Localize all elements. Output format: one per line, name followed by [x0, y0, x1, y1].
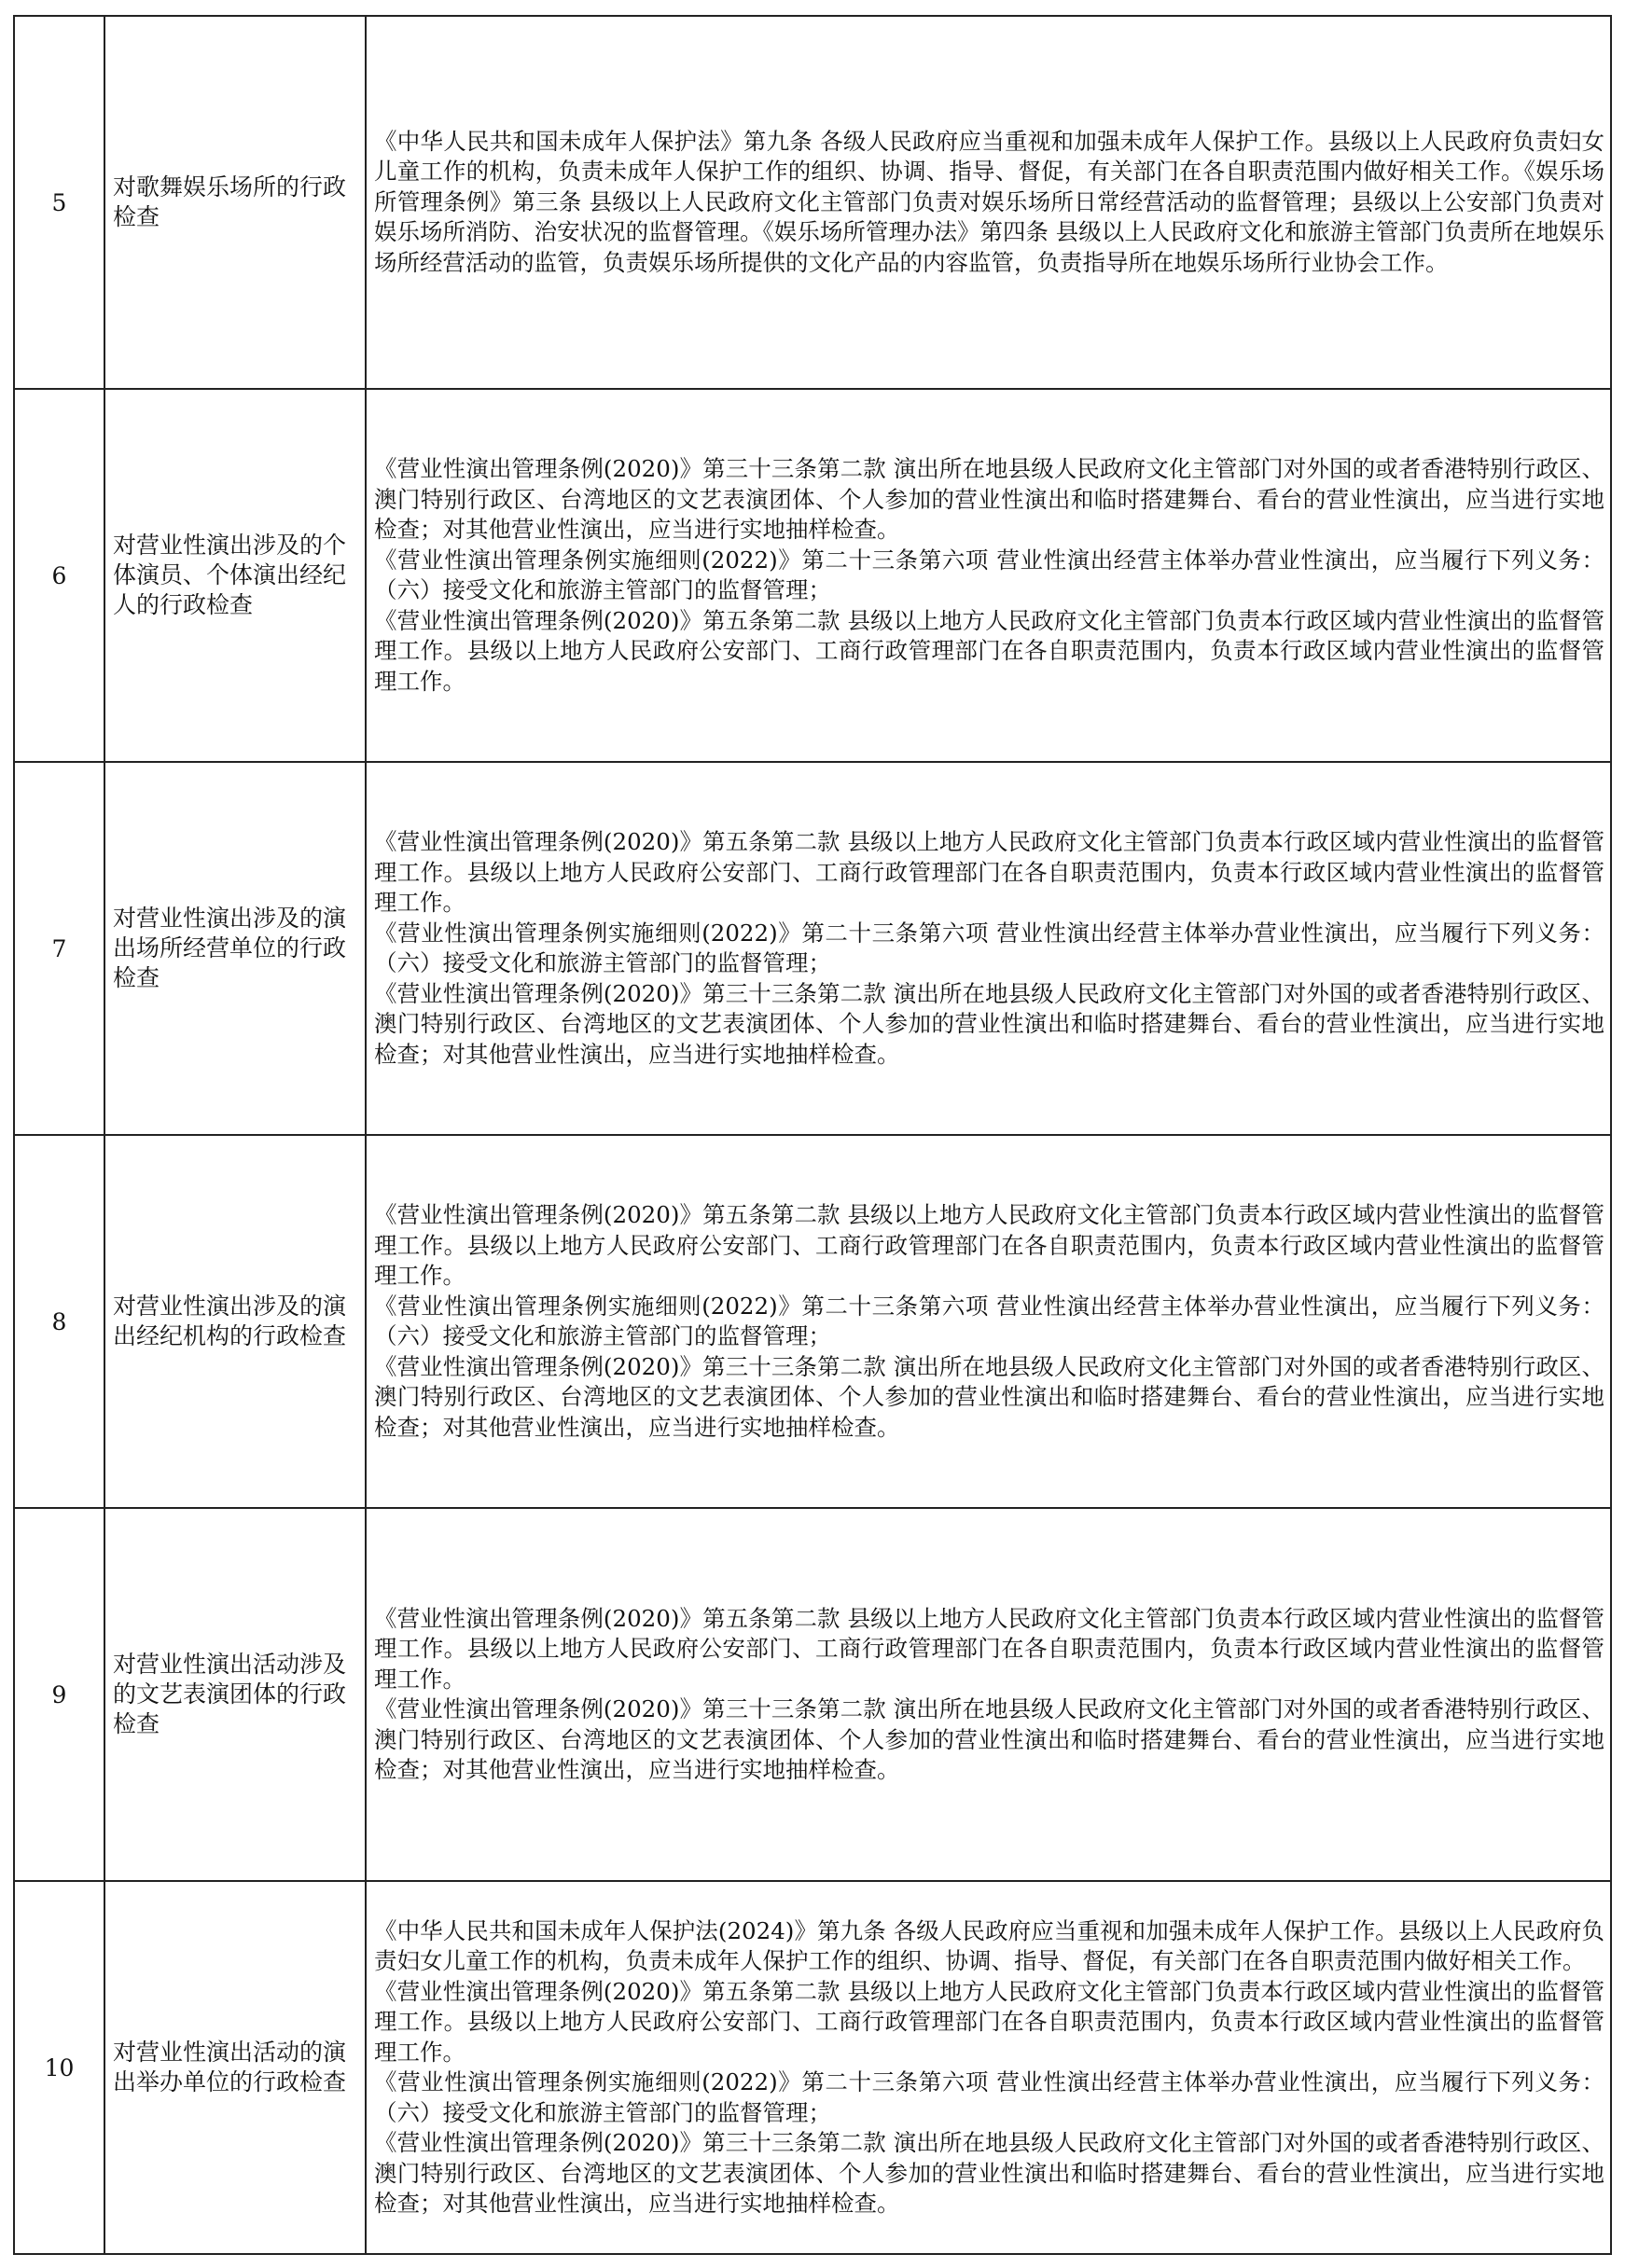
table-row: [14, 16, 1611, 389]
basis-paragraph: 《营业性演出管理条例(2020)》第五条第二款 县级以上地方人民政府文化主管部门负责本行政区域内营业性演出的监督管理工作。县级以上地方人民政府公安部门、工商行政管理部门在各自职责范围内，负责本行政区域内营业性演出的监督管理工作。: [374, 606, 1604, 695]
table-row: [14, 1508, 1611, 1881]
basis-paragraph: 《营业性演出管理条例(2020)》第三十三条第二款 演出所在地县级人民政府文化主管部门对外国的或者香港特别行政区、澳门特别行政区、台湾地区的文艺表演团体、个人参加的营业性演出和临时搭建舞台、看台的营业性演出，应当进行实地检查；对其他营业性演出，应当进行实地抽样检查。: [374, 2129, 1604, 2217]
row-number: 5: [14, 16, 104, 389]
inspection-items-table: [13, 15, 1612, 2255]
basis-paragraph: 《营业性演出管理条例(2020)》第三十三条第二款 演出所在地县级人民政府文化主管部门对外国的或者香港特别行政区、澳门特别行政区、台湾地区的文艺表演团体、个人参加的营业性演出和临时搭建舞台、看台的营业性演出，应当进行实地检查；对其他营业性演出，应当进行实地抽样检查。: [374, 1695, 1604, 1783]
row-number: 10: [14, 1881, 104, 2254]
basis-paragraph: 《营业性演出管理条例(2020)》第三十三条第二款 演出所在地县级人民政府文化主管部门对外国的或者香港特别行政区、澳门特别行政区、台湾地区的文艺表演团体、个人参加的营业性演出和临时搭建舞台、看台的营业性演出，应当进行实地检查；对其他营业性演出，应当进行实地抽样检查。: [374, 455, 1604, 543]
basis-paragraph: 《营业性演出管理条例实施细则(2022)》第二十三条第六项 营业性演出经营主体举办营业性演出，应当履行下列义务：（六）接受文化和旅游主管部门的监督管理；: [374, 2068, 1604, 2126]
table-row: [14, 1135, 1611, 1508]
basis-paragraph: 《中华人民共和国未成年人保护法(2024)》第九条 各级人民政府应当重视和加强未成年人保护工作。县级以上人民政府负责妇女儿童工作的机构，负责未成年人保护工作的组织、协调、指导、督促，有关部门在各自职责范围内做好相关工作。: [374, 1916, 1604, 1974]
item-name: 对营业性演出涉及的个体演员、个体演出经纪人的行政检查: [104, 389, 366, 762]
item-name: 对营业性演出涉及的演出经纪机构的行政检查: [104, 1135, 366, 1508]
table-row: [14, 389, 1611, 762]
basis-paragraph: 《营业性演出管理条例(2020)》第五条第二款 县级以上地方人民政府文化主管部门负责本行政区域内营业性演出的监督管理工作。县级以上地方人民政府公安部门、工商行政管理部门在各自职责范围内，负责本行政区域内营业性演出的监督管理工作。: [374, 1201, 1604, 1289]
legal-basis: [366, 389, 1611, 762]
basis-paragraph: 《营业性演出管理条例实施细则(2022)》第二十三条第六项 营业性演出经营主体举办营业性演出，应当履行下列义务：（六）接受文化和旅游主管部门的监督管理；: [374, 919, 1604, 976]
row-number: 6: [14, 389, 104, 762]
item-name: 对营业性演出活动的演出举办单位的行政检查: [104, 1881, 366, 2254]
basis-paragraph: 《营业性演出管理条例(2020)》第三十三条第二款 演出所在地县级人民政府文化主管部门对外国的或者香港特别行政区、澳门特别行政区、台湾地区的文艺表演团体、个人参加的营业性演出和临时搭建舞台、看台的营业性演出，应当进行实地检查；对其他营业性演出，应当进行实地抽样检查。: [374, 979, 1604, 1068]
basis-paragraph: 《营业性演出管理条例(2020)》第五条第二款 县级以上地方人民政府文化主管部门负责本行政区域内营业性演出的监督管理工作。县级以上地方人民政府公安部门、工商行政管理部门在各自职责范围内，负责本行政区域内营业性演出的监督管理工作。: [374, 1977, 1604, 2066]
item-name: 对歌舞娱乐场所的行政检查: [104, 16, 366, 389]
row-number: 7: [14, 762, 104, 1135]
item-name: 对营业性演出活动涉及的文艺表演团体的行政检查: [104, 1508, 366, 1881]
basis-paragraph: 《营业性演出管理条例(2020)》第五条第二款 县级以上地方人民政府文化主管部门负责本行政区域内营业性演出的监督管理工作。县级以上地方人民政府公安部门、工商行政管理部门在各自职责范围内，负责本行政区域内营业性演出的监督管理工作。: [374, 828, 1604, 916]
row-number: 9: [14, 1508, 104, 1881]
legal-basis: [366, 1135, 1611, 1508]
basis-paragraph: 《中华人民共和国未成年人保护法》第九条 各级人民政府应当重视和加强未成年人保护工作。县级以上人民政府负责妇女儿童工作的机构，负责未成年人保护工作的组织、协调、指导、督促，有关部门在各自职责范围内做好相关工作。《娱乐场所管理条例》第三条 县级以上人民政府文化主管部门负责对娱乐场所日常经营活动的监督管理；县级以上公安部门负责对娱乐场所消防、治安状况的监督管理。《娱乐场所管理办法》第四条 县级以上人民政府文化和旅游主管部门负责所在地娱乐场所经营活动的监管，负责娱乐场所提供的文化产品的内容监管，负责指导所在地娱乐场所行业协会工作。: [374, 127, 1604, 276]
legal-basis: [366, 1508, 1611, 1881]
legal-basis: [366, 16, 1611, 389]
item-name: 对营业性演出涉及的演出场所经营单位的行政检查: [104, 762, 366, 1135]
basis-paragraph: 《营业性演出管理条例(2020)》第五条第二款 县级以上地方人民政府文化主管部门负责本行政区域内营业性演出的监督管理工作。县级以上地方人民政府公安部门、工商行政管理部门在各自职责范围内，负责本行政区域内营业性演出的监督管理工作。: [374, 1604, 1604, 1693]
basis-paragraph: 《营业性演出管理条例实施细则(2022)》第二十三条第六项 营业性演出经营主体举办营业性演出，应当履行下列义务：（六）接受文化和旅游主管部门的监督管理；: [374, 1292, 1604, 1349]
table-row: [14, 762, 1611, 1135]
row-number: 8: [14, 1135, 104, 1508]
legal-basis: [366, 762, 1611, 1135]
table-row: [14, 1881, 1611, 2254]
basis-paragraph: 《营业性演出管理条例实施细则(2022)》第二十三条第六项 营业性演出经营主体举办营业性演出，应当履行下列义务：（六）接受文化和旅游主管部门的监督管理；: [374, 546, 1604, 603]
legal-basis: [366, 1881, 1611, 2254]
basis-paragraph: 《营业性演出管理条例(2020)》第三十三条第二款 演出所在地县级人民政府文化主管部门对外国的或者香港特别行政区、澳门特别行政区、台湾地区的文艺表演团体、个人参加的营业性演出和临时搭建舞台、看台的营业性演出，应当进行实地检查；对其他营业性演出，应当进行实地抽样检查。: [374, 1352, 1604, 1441]
